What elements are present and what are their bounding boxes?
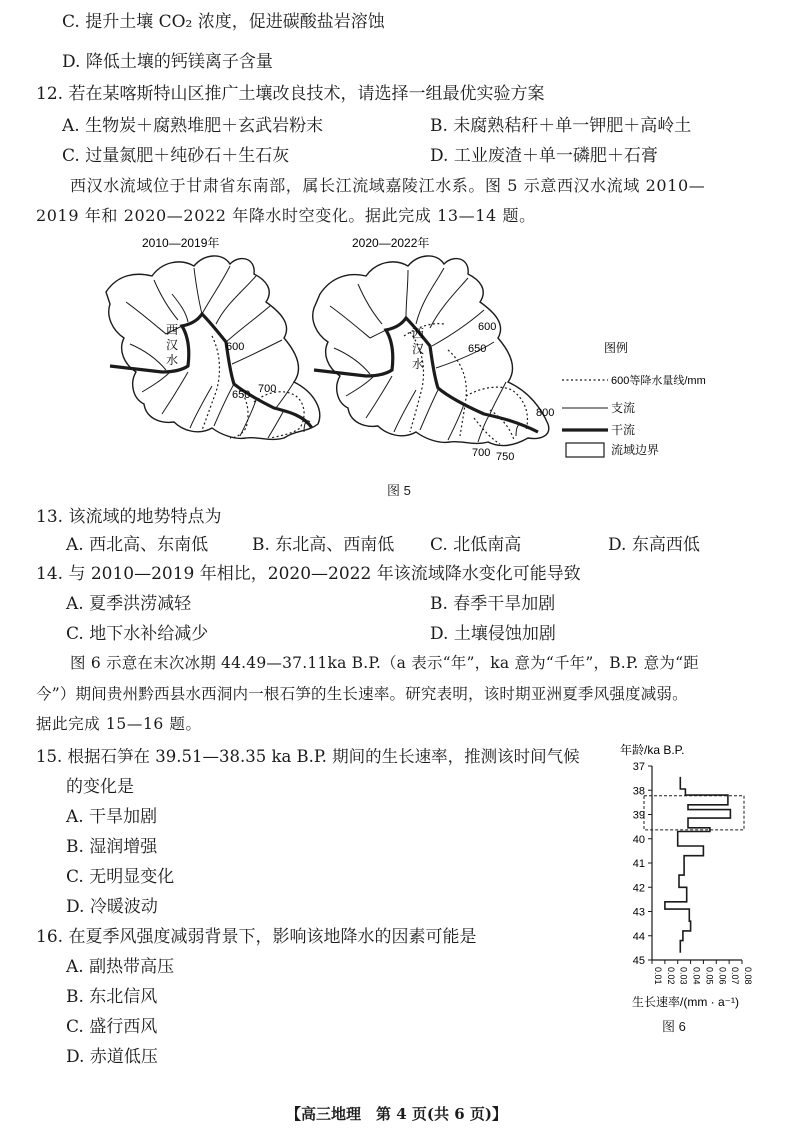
- isoline-label-left-650: 650: [232, 389, 251, 401]
- q16-stem: 16. 在夏季风强度减弱背景下，影响该地降水的因素可能是: [36, 927, 477, 947]
- fig6-x-tick-label: 0.04: [691, 967, 702, 985]
- fig6-x-title: 生长速率/(mm · a⁻¹): [632, 995, 739, 1009]
- isoline-label-right-650: 650: [468, 343, 487, 355]
- basin-map-2020-2022: [313, 256, 549, 446]
- q15-option-d: D. 冷暖波动: [66, 897, 158, 917]
- fig6-y-tick-label: 43: [632, 906, 645, 919]
- legend-boundary-label: 流域边界: [611, 443, 660, 457]
- q14-option-a: A. 夏季洪涝减轻: [66, 594, 192, 614]
- basin-map-2010-2019: [106, 256, 320, 439]
- figure5-caption: 图 5: [387, 483, 411, 498]
- fig6-y-tick-label: 39: [632, 809, 645, 822]
- q13-option-d: D. 东高西低: [608, 535, 700, 555]
- q12-option-a: A. 生物炭＋腐熟堆肥＋玄武岩粉末: [62, 116, 324, 136]
- fig6-y-tick-label: 44: [632, 930, 645, 943]
- isolines-left: [202, 336, 304, 438]
- isoline-label-left-700: 700: [258, 383, 277, 395]
- fig6-y-tick-label: 40: [632, 833, 645, 846]
- fig6-x-tick-label: 0.02: [665, 967, 676, 985]
- river-label-right-1: 西: [412, 327, 425, 341]
- isoline-label-right-800: 800: [536, 407, 555, 419]
- fig6-x-tick-label: 0.05: [704, 967, 715, 985]
- river-label-left-1: 西: [166, 323, 179, 337]
- figure5-legend: [562, 340, 706, 457]
- main-stream-left: [110, 314, 312, 428]
- river-label-left-2: 汉: [166, 338, 179, 352]
- q13-option-b: B. 东北高、西南低: [252, 535, 395, 555]
- q14-option-d: D. 土壤侵蚀加剧: [430, 624, 556, 644]
- legend-isoline-label: 600等降水量线/mm: [611, 375, 706, 387]
- figure5-right-title: 2020—2022年: [352, 236, 430, 250]
- legend-tributary-label: 支流: [611, 401, 636, 415]
- page-footer: 【高三地理 第 4 页(共 6 页)】: [286, 1105, 507, 1123]
- figure5-left-title: 2010—2019年: [142, 236, 220, 250]
- q15-option-b: B. 湿润增强: [66, 837, 158, 857]
- q16-option-c: C. 盛行西风: [66, 1017, 158, 1037]
- q14-stem: 14. 与 2010—2019 年相比，2020—2022 年该流域降水变化可能导致: [36, 564, 581, 584]
- q15-option-c: C. 无明显变化: [66, 867, 175, 887]
- fig6-y-tick-label: 41: [632, 858, 645, 870]
- q16-option-a: A. 副热带高压: [66, 957, 175, 977]
- intro-15-16-line1: 图 6 示意在末次冰期 44.49—37.11ka B.P.（a 表示“年”，ka 意为“千年”，B.P. 意为“距: [70, 654, 699, 672]
- fig6-y-tick-label: 37: [632, 761, 645, 773]
- q13-option-c: C. 北低南高: [430, 535, 522, 555]
- q13-stem: 13. 该流域的地势特点为: [36, 507, 222, 527]
- q15-option-a: A. 干旱加剧: [66, 807, 158, 827]
- legend-boundary-swatch: [566, 443, 604, 457]
- q12-stem: 12. 若在某喀斯特山区推广土壤改良技术，请选择一组最优实验方案: [36, 84, 545, 104]
- figure6-caption: 图 6: [662, 1019, 686, 1034]
- river-label-left-3: 水: [166, 353, 179, 367]
- fig6-highlight-box: [644, 796, 744, 830]
- intro-13-14-line2: 2019 年和 2020—2022 年降水时空变化。据此完成 13—14 题。: [36, 206, 536, 225]
- isoline-label-right-750: 750: [496, 451, 515, 463]
- legend-title: 图例: [604, 341, 629, 355]
- fig6-growth-rate-line: [665, 777, 731, 953]
- figure-6-chart: [600, 738, 780, 1038]
- q11-option-d: D. 降低土壤的钙镁离子含量: [62, 52, 273, 72]
- q13-option-a: A. 西北高、东南低: [66, 535, 209, 555]
- isoline-label-right-700: 700: [472, 447, 491, 459]
- q12-option-d: D. 工业废渣＋单一磷肥＋石膏: [430, 146, 658, 166]
- river-label-right-2: 汉: [412, 342, 425, 356]
- fig6-x-tick-label: 0.03: [678, 967, 689, 985]
- intro-15-16-line3: 据此完成 15—16 题。: [36, 715, 202, 733]
- intro-13-14-line1: 西汉水流域位于甘肃省东南部，属长江流域嘉陵江水系。图 5 示意西汉水流域 2010—: [70, 176, 706, 195]
- fig6-y-tick-label: 45: [632, 955, 645, 967]
- isoline-label-left-600: 600: [226, 341, 245, 353]
- isoline-label-right-600: 600: [478, 321, 497, 333]
- fig6-y-tick-label: 38: [632, 785, 645, 798]
- fig6-y-title: 年龄/ka B.P.: [620, 743, 685, 757]
- q16-option-b: B. 东北信风: [66, 987, 158, 1007]
- q12-option-b: B. 未腐熟秸秆＋单一钾肥＋高岭土: [430, 116, 692, 136]
- figure-5: [70, 232, 710, 494]
- q15-stem-line2: 的变化是: [66, 777, 134, 797]
- fig6-y-tick-label: 42: [632, 882, 645, 895]
- q15-stem-line1: 15. 根据石笋在 39.51—38.35 ka B.P. 期间的生长速率，推测该时间气候: [36, 747, 580, 766]
- legend-mainstream-label: 干流: [611, 423, 636, 437]
- q11-option-c: C. 提升土壤 CO₂ 浓度，促进碳酸盐岩溶蚀: [62, 12, 385, 32]
- q14-option-b: B. 春季干旱加剧: [430, 594, 556, 614]
- fig6-x-tick-label: 0.06: [717, 967, 728, 985]
- q14-option-c: C. 地下水补给减少: [66, 624, 209, 644]
- q16-option-d: D. 赤道低压: [66, 1047, 158, 1067]
- fig6-x-tick-label: 0.07: [730, 967, 741, 985]
- intro-15-16-line2: 今”）期间贵州黔西县水西洞内一根石笋的生长速率。研究表明，该时期亚洲夏季风强度减弱。: [36, 685, 688, 703]
- fig6-x-tick-label: 0.08: [743, 967, 753, 985]
- q12-option-c: C. 过量氮肥＋纯砂石＋生石灰: [62, 146, 290, 166]
- tributaries-left: [126, 266, 310, 438]
- fig6-x-tick-label: 0.01: [653, 967, 663, 985]
- river-label-right-3: 水: [412, 357, 425, 371]
